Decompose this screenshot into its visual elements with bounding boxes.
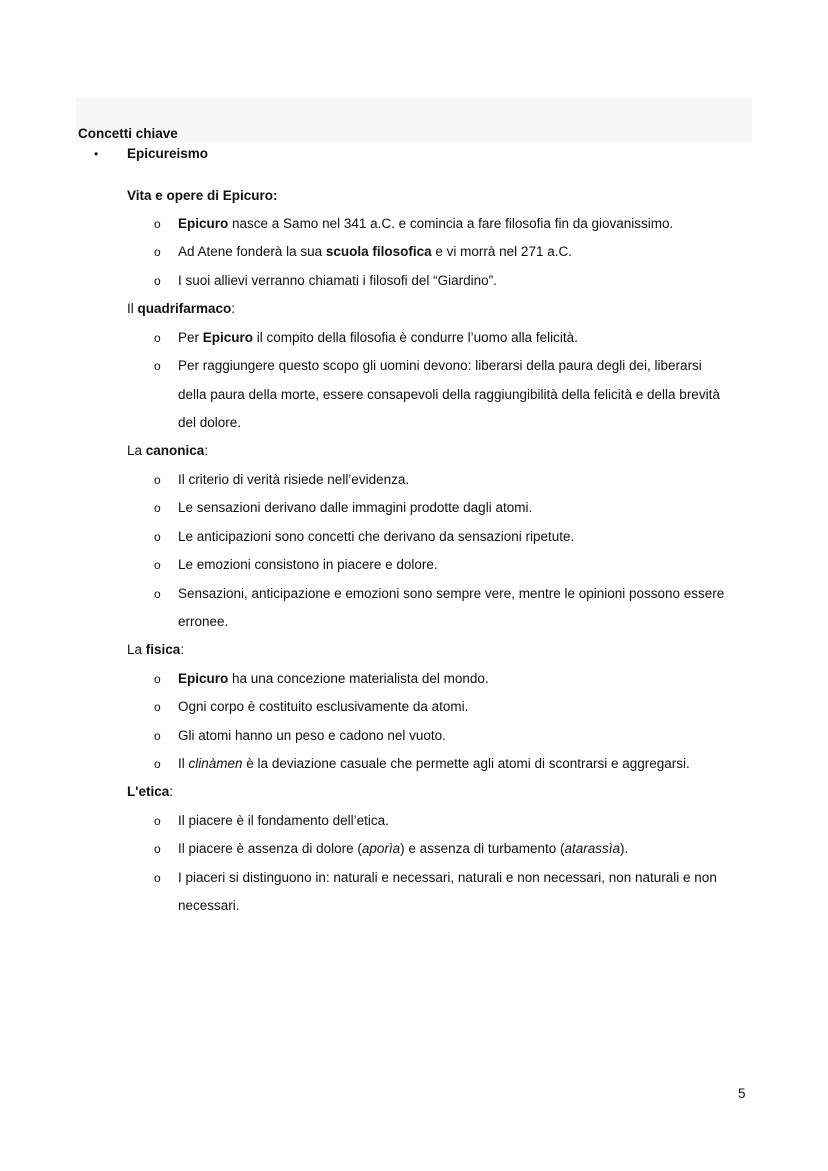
canonica-bullet-2: Le sensazioni derivano dalle immagini prodotte dagli atomi.	[178, 500, 533, 515]
canonica-bullet-4: Le emozioni consistono in piacere e dolore.	[178, 557, 438, 572]
bullet-marker: o	[154, 245, 161, 259]
fisica-heading: La fisica:	[127, 642, 185, 657]
bullet-marker: o	[154, 217, 161, 231]
etica-bullet-3-line1: I piaceri si distinguono in: naturali e necessari, naturali e non necessari, non naturali e non	[178, 870, 717, 885]
bullet-marker: o	[154, 558, 161, 572]
bullet-marker: o	[154, 274, 161, 288]
vita-bullet-3: I suoi allievi verranno chiamati i filosofi del “Giardino”.	[178, 273, 497, 288]
bullet-marker: o	[154, 359, 161, 373]
vita-heading: Vita e opere di Epicuro:	[127, 188, 278, 203]
bullet-marker: o	[154, 473, 161, 487]
bullet-marker: o	[154, 530, 161, 544]
fisica-bullet-4: Il clinàmen è la deviazione casuale che permette agli atomi di scontrarsi e aggregarsi.	[178, 756, 690, 771]
bullet-marker: o	[154, 757, 161, 771]
fisica-bullet-3: Gli atomi hanno un peso e cadono nel vuoto.	[178, 728, 446, 743]
quadrifarmaco-bullet-2-line2: della paura della morte, essere consapevoli della raggiungibilità della felicità e della brevità	[178, 387, 720, 402]
quadrifarmaco-bullet-1: Per Epicuro il compito della filosofia è condurre l’uomo alla felicità.	[178, 330, 578, 345]
bullet-marker: o	[154, 501, 161, 515]
canonica-bullet-1: Il criterio di verità risiede nell’evidenza.	[178, 472, 410, 487]
quadrifarmaco-heading: Il quadrifarmaco:	[127, 301, 236, 316]
bullet-marker: o	[154, 587, 161, 601]
bullet-marker: o	[154, 814, 161, 828]
page-number: 5	[738, 1086, 746, 1101]
bullet-marker: o	[154, 672, 161, 686]
etica-heading: L'etica:	[127, 784, 174, 799]
fisica-bullet-2: Ogni corpo è costituito esclusivamente da atomi.	[178, 699, 469, 714]
fisica-bullet-1: Epicuro ha una concezione materialista del mondo.	[178, 671, 489, 686]
quadrifarmaco-bullet-2-line1: Per raggiungere questo scopo gli uomini devono: liberarsi della paura degli dei, liberarsi	[178, 358, 702, 373]
etica-bullet-2: Il piacere è assenza di dolore (aporìa) e assenza di turbamento (atarassìa).	[178, 841, 629, 856]
topic-heading: Epicureismo	[127, 146, 209, 161]
quadrifarmaco-bullet-2-line3: del dolore.	[178, 415, 242, 430]
section-title: Concetti chiave	[78, 126, 178, 141]
bullet-marker: o	[154, 842, 161, 856]
etica-bullet-1: Il piacere è il fondamento dell’etica.	[178, 813, 389, 828]
canonica-bullet-5-line2: erronee.	[178, 614, 229, 629]
bullet-marker: o	[154, 331, 161, 345]
vita-bullet-2: Ad Atene fonderà la sua scuola filosofica e vi morrà nel 271 a.C.	[178, 244, 572, 259]
canonica-heading: La canonica:	[127, 443, 209, 458]
bullet-marker: o	[154, 729, 161, 743]
bullet-marker: o	[154, 871, 161, 885]
canonica-bullet-5-line1: Sensazioni, anticipazione e emozioni sono sempre vere, mentre le opinioni possono essere	[178, 586, 725, 601]
etica-bullet-3-line2: necessari.	[178, 898, 240, 913]
vita-bullet-1: Epicuro nasce a Samo nel 341 a.C. e comincia a fare filosofia fin da giovanissimo.	[178, 216, 674, 231]
canonica-bullet-3: Le anticipazioni sono concetti che derivano da sensazioni ripetute.	[178, 529, 575, 544]
level1-bullet: •	[94, 147, 99, 161]
bullet-marker: o	[154, 700, 161, 714]
